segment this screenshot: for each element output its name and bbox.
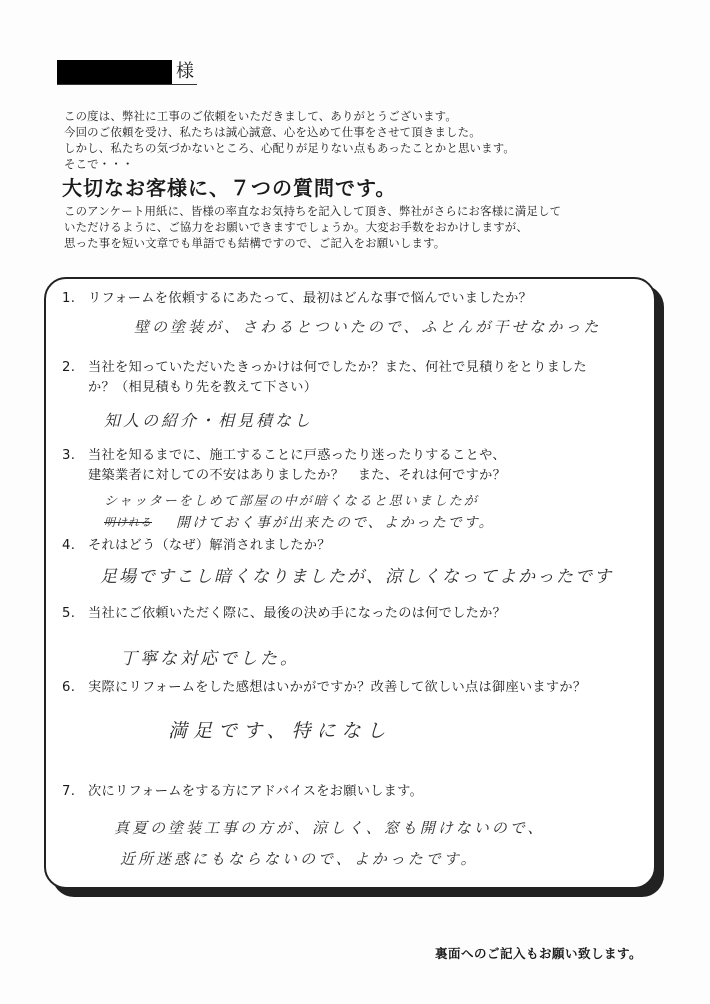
answer-3-struck-text: 明けれる: [104, 516, 152, 529]
question-number: 5.: [62, 606, 76, 621]
explain-line: このアンケート用紙に、皆様の率直なお気持ちを記入して頂き、弊社がさらにお客様に満足して: [64, 204, 562, 218]
question-text-cont: か？（相見積もり先を教えて下さい）: [88, 380, 318, 395]
page-headline: 大切なお客様に、７つの質問です。: [62, 176, 397, 200]
redacted-customer-name: [57, 60, 172, 84]
question-number: 1.: [62, 291, 76, 306]
answer-5: 丁寧な対応でした。: [120, 649, 300, 669]
question-1: [62, 289, 532, 309]
explain-paragraph: [64, 203, 561, 251]
question-2: [62, 358, 587, 398]
question-text: 当社を知るまでに、施工することに戸惑ったり迷ったりすることや、: [88, 448, 506, 463]
question-number: 2.: [62, 360, 76, 375]
question-7: [62, 782, 423, 802]
answer-2: 知人の紹介・相見積なし: [104, 411, 314, 430]
question-number: 4.: [62, 538, 76, 553]
question-4: [62, 536, 331, 556]
intro-paragraph: [64, 108, 515, 172]
answer-3-line-1: シャッターをしめて部屋の中が暗くなると思いましたが: [104, 494, 479, 509]
question-text: それはどう（なぜ）解消されましたか？: [88, 538, 331, 553]
question-text: 実際にリフォームをした感想はいかがですか？改善して欲しい点は御座いますか？: [88, 680, 587, 695]
question-text: 当社にご依頼いただく際に、最後の決め手になったのは何でしたか？: [88, 606, 507, 621]
question-text: 次にリフォームをする方にアドバイスをお願いします。: [88, 784, 424, 799]
answer-7-line-2: 近所迷惑にもならないので、よかったです。: [120, 850, 479, 868]
answer-6: 満足です、特になし: [168, 720, 392, 742]
question-number: 7.: [62, 784, 76, 799]
answer-7-line-1: 真夏の塗装工事の方が、涼しく、窓も開けないので、: [114, 819, 546, 837]
answer-3-line-2: 開けておく事が出来たので、よかったです。: [176, 515, 495, 531]
explain-line: いただけるように、ご協力をお願いできますでしょうか。大変お手数をおかけしますが、: [64, 220, 528, 234]
question-3: [62, 446, 506, 486]
footer-note: 裏面へのご記入もお願い致します。: [434, 946, 642, 961]
explain-line: 思った事を短い文章でも単語でも結構ですので、ご記入をお願いします。: [64, 236, 446, 250]
intro-line: しかし、私たちの気づかないところ、心配りが足りない点もあったことかと思います。: [64, 141, 516, 155]
intro-line: この度は、弊社に工事のご依頼をいただきまして、ありがとうございます。: [64, 109, 457, 123]
question-text: 当社を知っていただいたきっかけは何でしたか？また、何社で見積りをとりました: [88, 360, 588, 375]
question-text: リフォームを依頼するにあたって、最初はどんな事で悩んでいましたか？: [88, 291, 533, 306]
honorific: 様: [176, 61, 194, 82]
question-number: 3.: [62, 448, 76, 463]
question-number: 6.: [62, 680, 76, 695]
answer-1: 壁の塗装が、さわるとついたので、ふとんが干せなかった: [134, 318, 602, 336]
answer-4: 足場ですこし暗くなりましたが、涼しくなってよかったです: [100, 567, 613, 587]
intro-line: 今回のご依頼を受け、私たちは誠心誠意、心を込めて仕事をさせて頂きました。: [64, 125, 481, 139]
question-6: [62, 678, 586, 698]
question-5: [62, 604, 506, 624]
intro-line: そこで・・・: [64, 157, 134, 171]
question-text-cont: 建築業者に対しての不安はありましたか？ また、それは何ですか？: [88, 468, 507, 483]
